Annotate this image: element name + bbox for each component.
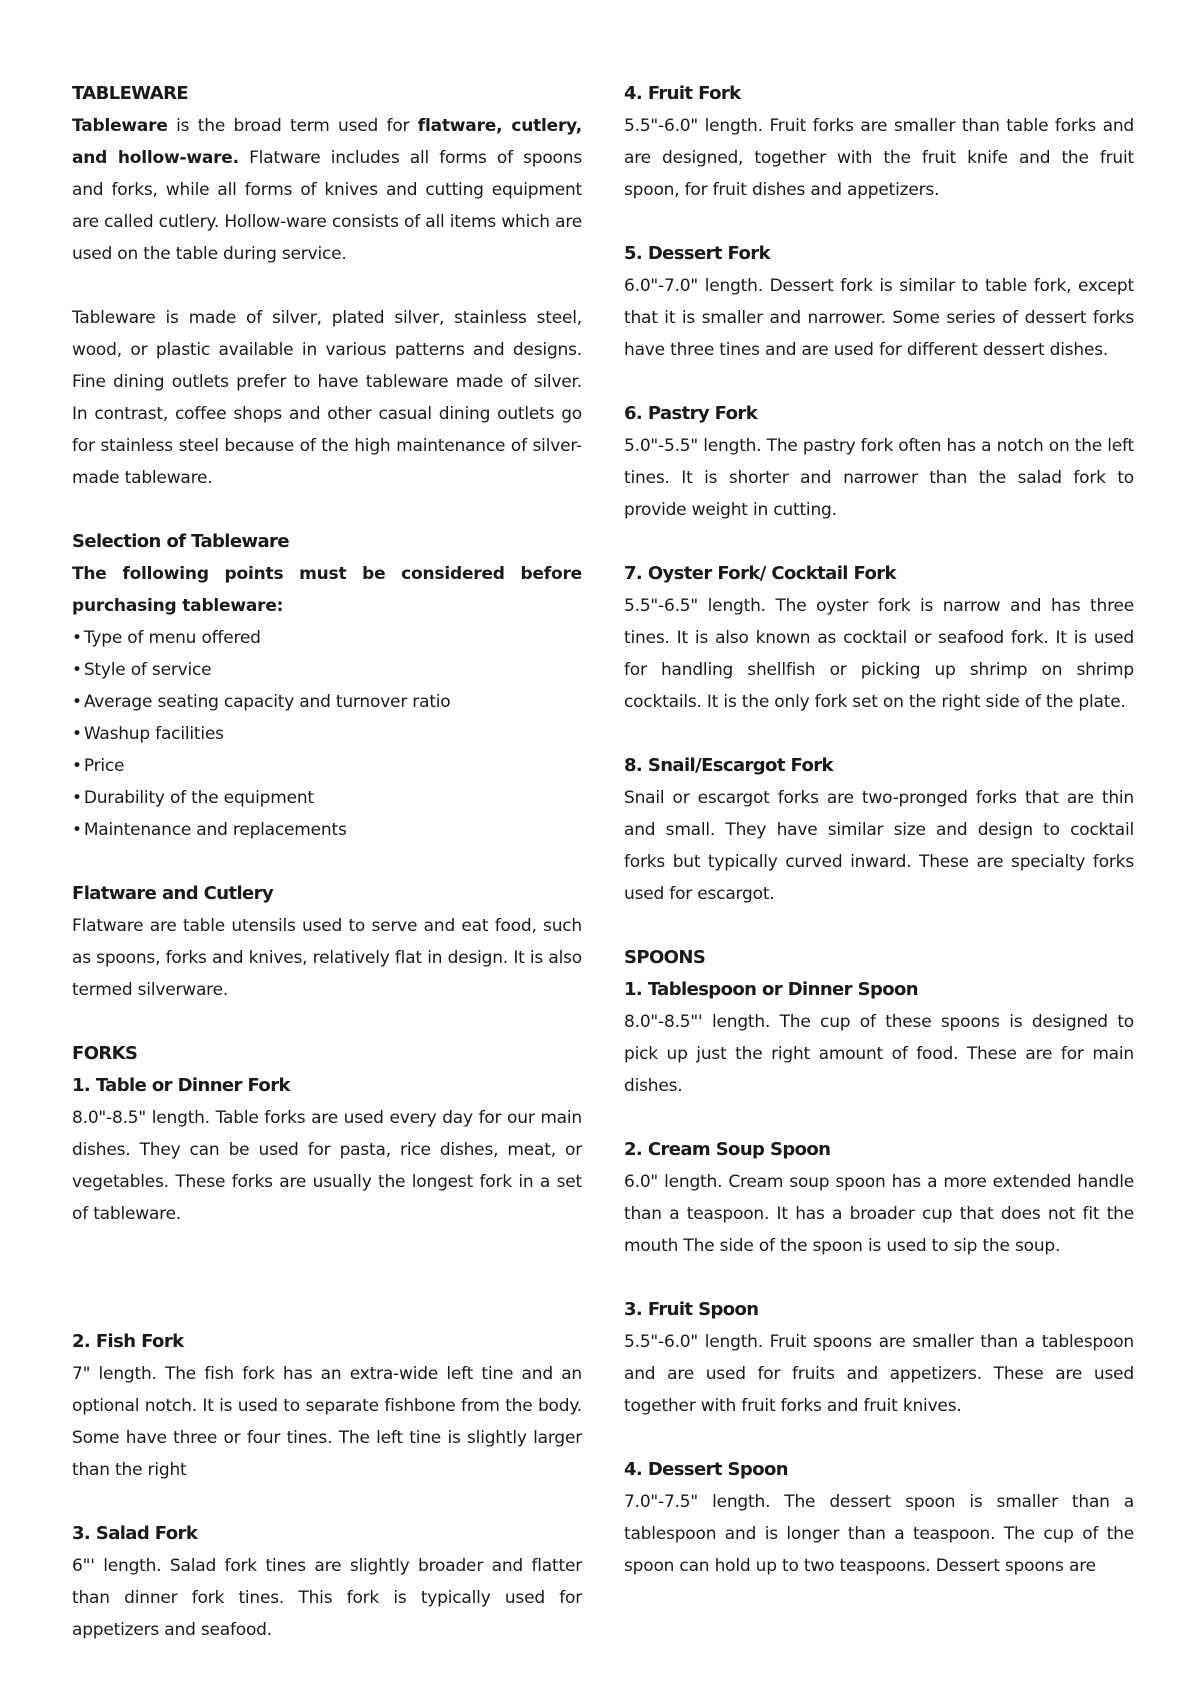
oyster-fork-paragraph: 5.5"-6.5" length. The oyster fork is narrow and has three tines. It is also known as cocktail or seafood fork. It is used for handling shellfish or picking up shrimp on shrimp cocktails. It is the only fork set on the right side of the plate. xyxy=(624,596,1134,712)
tableware-heading: TABLEWARE xyxy=(72,83,189,104)
fruit-spoon-heading: 3. Fruit Spoon xyxy=(624,1299,759,1320)
tableware-term: Tableware xyxy=(72,116,168,136)
fish-fork-paragraph: 7" length. The fish fork has an extra-wide left tine and an optional notch. It is used to separate fishbone from the body. Some have three or four tines. The left tine is slightly larger than the right xyxy=(72,1364,582,1480)
list-item: • Price xyxy=(72,750,582,782)
dessert-spoon-paragraph: 7.0"-7.5" length. The dessert spoon is smaller than a tablespoon and is longer than a teaspoon. The cup of the spoon can hold up to two teaspoons. Dessert spoons are xyxy=(624,1492,1134,1576)
tableware-intro-paragraph xyxy=(72,110,582,270)
dessert-spoon-heading: 4. Dessert Spoon xyxy=(624,1459,788,1480)
fruit-fork-paragraph: 5.5"-6.0" length. Fruit forks are smaller than table forks and are designed, together with the fruit knife and the fruit spoon, for fruit dishes and appetizers. xyxy=(624,116,1134,200)
list-item: • Average seating capacity and turnover ratio xyxy=(72,686,582,718)
table-fork-paragraph: 8.0"-8.5" length. Table forks are used every day for our main dishes. They can be used for pasta, rice dishes, meat, or vegetables. These forks are usually the longest fork in a set of tableware. xyxy=(72,1108,582,1224)
spoons-heading: SPOONS xyxy=(624,947,706,968)
tablespoon-heading: 1. Tablespoon or Dinner Spoon xyxy=(624,979,919,1000)
fish-fork-heading: 2. Fish Fork xyxy=(72,1331,184,1352)
selection-lead: The following points must be considered before purchasing tableware: xyxy=(72,564,582,616)
fruit-fork-heading: 4. Fruit Fork xyxy=(624,83,741,104)
dessert-fork-heading: 5. Dessert Fork xyxy=(624,243,770,264)
intro-text-pre: is the broad term used for xyxy=(167,116,418,136)
flatware-paragraph: Flatware are table utensils used to serve and eat food, such as spoons, forks and knives, relatively flat in design. It is also termed silverware. xyxy=(72,916,582,1000)
pastry-fork-heading: 6. Pastry Fork xyxy=(624,403,758,424)
oyster-fork-heading: 7. Oyster Fork/ Cocktail Fork xyxy=(624,563,896,584)
list-item: • Type of menu offered xyxy=(72,622,582,654)
snail-fork-paragraph: Snail or escargot forks are two-pronged forks that are thin and small. They have similar size and design to cocktail forks but typically curved inward. These are specialty forks used for escargot. xyxy=(624,788,1134,904)
forks-heading: FORKS xyxy=(72,1043,138,1064)
selection-heading: Selection of Tableware xyxy=(72,531,289,552)
left-column xyxy=(72,78,582,1646)
cream-soup-spoon-paragraph: 6.0" length. Cream soup spoon has a more extended handle than a teaspoon. It has a broader cup that does not fit the mouth The side of the spoon is used to sip the soup. xyxy=(624,1172,1134,1256)
flatware-heading: Flatware and Cutlery xyxy=(72,883,274,904)
tablespoon-paragraph: 8.0"-8.5"' length. The cup of these spoons is designed to pick up just the right amount of food. These are for main dishes. xyxy=(624,1012,1134,1096)
salad-fork-heading: 3. Salad Fork xyxy=(72,1523,198,1544)
selection-list xyxy=(72,622,582,846)
list-item: • Durability of the equipment xyxy=(72,782,582,814)
right-column xyxy=(624,78,1134,1582)
fruit-spoon-paragraph: 5.5"-6.0" length. Fruit spoons are smaller than a tablespoon and are used for fruits and appetizers. These are used together with fruit forks and fruit knives. xyxy=(624,1332,1134,1416)
pastry-fork-paragraph: 5.0"-5.5" length. The pastry fork often has a notch on the left tines. It is shorter and narrower than the salad fork to provide weight in cutting. xyxy=(624,436,1134,520)
salad-fork-paragraph: 6"' length. Salad fork tines are slightly broader and flatter than dinner fork tines. This fork is typically used for appetizers and seafood. xyxy=(72,1556,582,1640)
dessert-fork-paragraph: 6.0"-7.0" length. Dessert fork is similar to table fork, except that it is smaller and narrower. Some series of dessert forks have three tines and are used for different dessert dishes. xyxy=(624,276,1134,360)
intro-bold-terms: flatware, cutlery, and hollow-ware. xyxy=(72,116,582,168)
snail-fork-heading: 8. Snail/Escargot Fork xyxy=(624,755,833,776)
list-item: • Washup facilities xyxy=(72,718,582,750)
tableware-materials-paragraph: Tableware is made of silver, plated silver, stainless steel, wood, or plastic available in various patterns and designs. Fine dining outlets prefer to have tableware made of silver. In contrast, coffee shops and other casual dining outlets go for stainless steel because of the high maintenance of silver-made tableware. xyxy=(72,308,582,488)
table-fork-heading: 1. Table or Dinner Fork xyxy=(72,1075,290,1096)
list-item: • Style of service xyxy=(72,654,582,686)
list-item: • Maintenance and replacements xyxy=(72,814,582,846)
cream-soup-spoon-heading: 2. Cream Soup Spoon xyxy=(624,1139,831,1160)
intro-text-rest: Flatware includes all forms of spoons and forks, while all forms of knives and cutting equipment are called cutlery. Hollow-ware consists of all items which are used on the table during service. xyxy=(72,148,582,264)
